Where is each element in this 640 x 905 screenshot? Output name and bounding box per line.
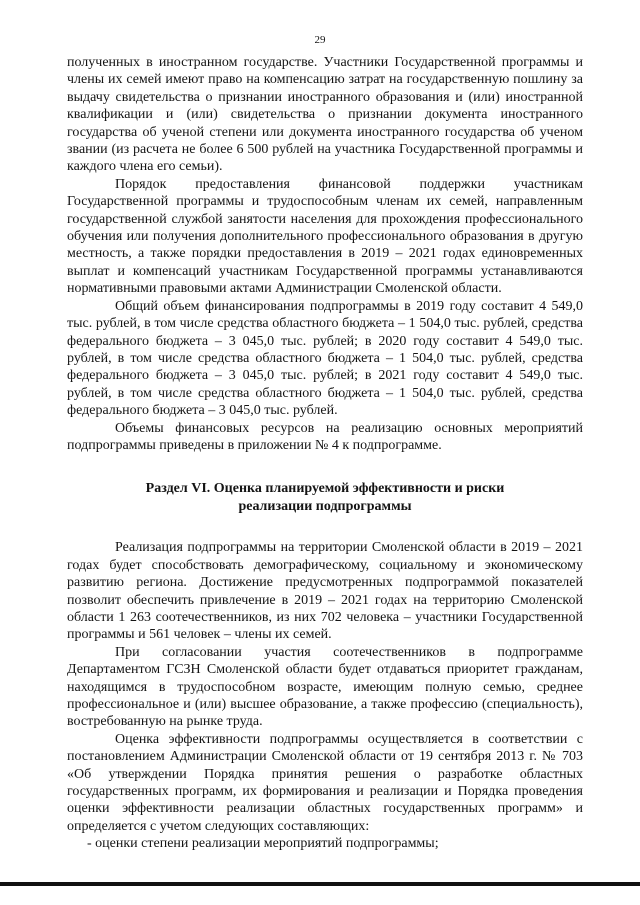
page-number: 29 xyxy=(314,34,326,46)
paragraph-implementation-effect: Реализация подпрограммы на территории Смоленской области в 2019 – 2021 годах будет способствовать демографическому, социальному и экономическому развитию региона. Достижение предусмотренных подпрограммой показателей позволит обеспечить привлечение в 2019 – 2021 годах на территорию Смоленской области 1 263 соотечественников, из них 702 человека – участники Государственной программы и 561 человек – члены их семей. xyxy=(67,540,583,643)
paragraph-priority-citizens: При согласовании участия соотечественников в подпрограмме Департаментом ГСЗН Смоленской области будет отдаваться приоритет гражданам, находящимся в трудоспособном возрасте, имеющим полную семью, среднее профессиональное и (или) высшее образование, а также профессию (специальность), востребованную на рынке труда. xyxy=(67,644,583,730)
paragraph-total-funding: Общий объем финансирования подпрограммы в 2019 году составит 4 549,0 тыс. рублей, в том числе средства областного бюджета – 1 504,0 тыс. рублей, средства федерального бюджета – 3 045,0 тыс. рублей; в 2020 году составит 4 549,0 тыс. рублей, в том числе средства областного бюджета – 1 504,0 тыс. рублей, средства федерального бюджета – 3 045,0 тыс. рублей; в 2021 году составит 4 549,0 тыс. рублей, в том числе средства областного бюджета – 1 504,0 тыс. рублей, средства федерального бюджета – 3 045,0 тыс. рублей. xyxy=(67,298,583,419)
list-item-assessment-component: - оценки степени реализации мероприятий подпрограммы; xyxy=(87,836,439,852)
document-body xyxy=(67,54,583,853)
paragraph-efficiency-assessment: Оценка эффективности подпрограммы осуществляется в соответствии с постановлением Администрации Смоленской области от 19 сентября 2013 г. № 703 «Об утверждении Порядка принятия решения о разработке областных государственных программ, их формирования и реализации и Порядка проведения оценки эффективности реализации областных государственных программ» и определяется с учетом следующих составляющих: xyxy=(67,731,583,834)
paragraph-financial-support-procedure: Порядок предоставления финансовой поддержки участникам Государственной программы и трудоспособным членам их семей, направленным государственной службой занятости населения для прохождения профессионального обучения или получения дополнительного профессионального образования в другую местность, а также порядки предоставления в 2019 – 2021 годах единовременных выплат и компенсаций участникам Государственной программы устанавливаются нормативными правовыми актами Администрации Смоленской области. xyxy=(67,176,583,297)
page-bottom-border xyxy=(0,882,640,886)
paragraph-resources-appendix: Объемы финансовых ресурсов на реализацию основных мероприятий подпрограммы приведены в приложении № 4 к подпрограмме. xyxy=(67,420,583,453)
paragraph-foreign-documents-compensation: полученных в иностранном государстве. Участники Государственной программы и члены их семей имеют право на компенсацию затрат на государственную пошлину за выдачу свидетельства о признании иностранного образования и (или) иностранной квалификации и (или) свидетельства о признании документа иностранного государства об ученой степени или документа иностранного государства об ученом звании (из расчета не более 6 500 рублей на участника Государственной программы и каждого члена его семьи). xyxy=(67,55,583,175)
section-title: Раздел VI. Оценка планируемой эффективности и риски реализации подпрограммы xyxy=(145,481,505,515)
